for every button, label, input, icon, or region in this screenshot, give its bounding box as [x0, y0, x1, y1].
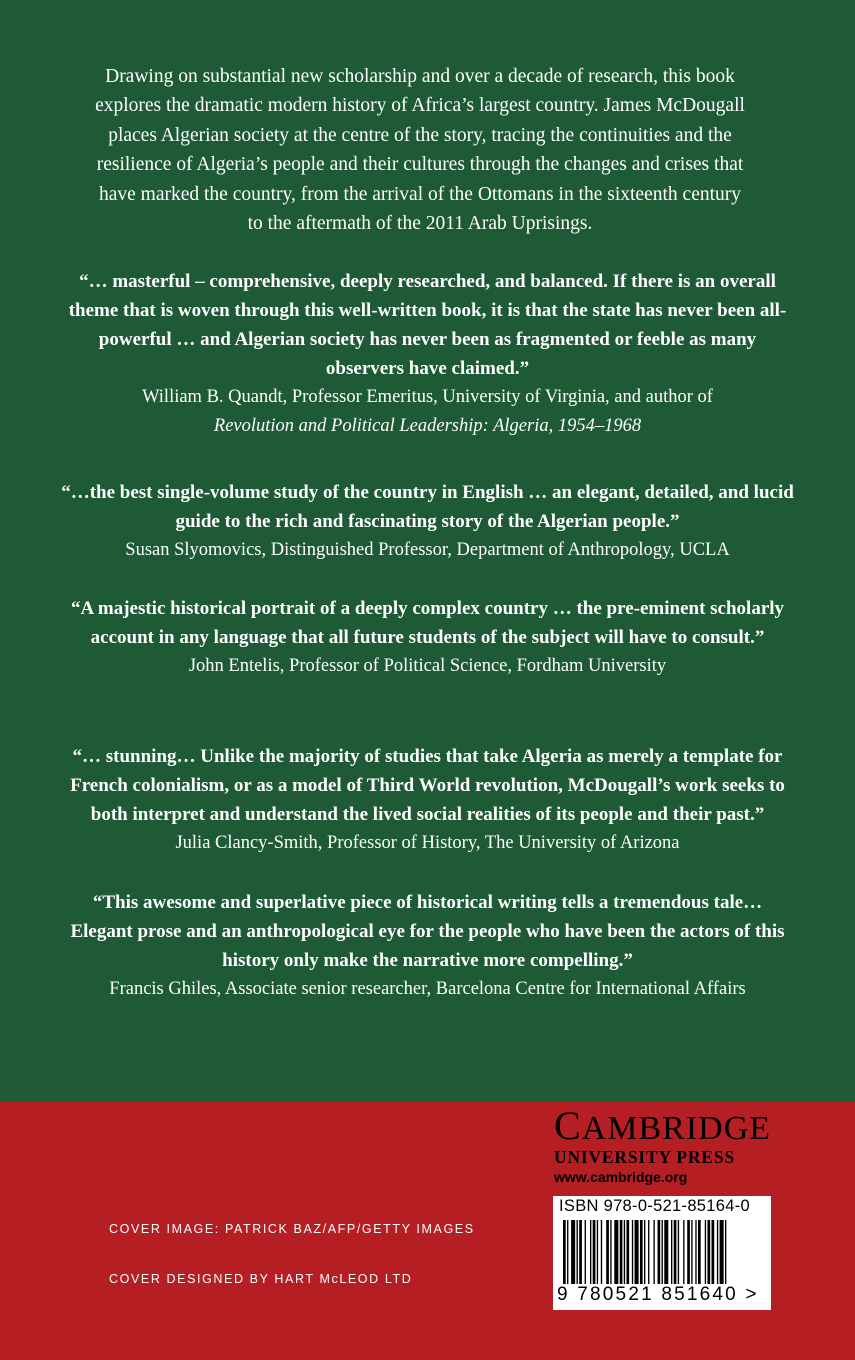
barcode-bar — [585, 1220, 586, 1284]
quote-text: “… masterful – comprehensive, deeply researched, and balanced. If there is an overall theme that is woven through this well-written book, it is that the state has never been all-powerful … and Algerian society has never been as fragmented or feeble as many observers have claimed.” — [68, 271, 787, 379]
quote-attribution: Susan Slyomovics, Distinguished Professor, Department of Anthropology, UCLA — [125, 540, 730, 560]
book-blurb: Drawing on substantial new scholarship and over a decade of research, this book explores the dramatic modern history of Africa’s largest country. James McDougall places Algerian society at the centre of the story, tracing the continuities and the resilience of Algeria’s people and their cultures through the changes and crises that have marked the country, from the arrival of the Ottomans in the sixteenth century to the aftermath of the 2011 Arab Uprisings. — [95, 66, 745, 235]
barcode-bar — [614, 1220, 618, 1284]
barcode-bar — [610, 1220, 611, 1284]
quote-book-title: Revolution and Political Leadership: Algeria, 1954–1968 — [213, 416, 642, 436]
quote-text: “…the best single-volume study of the country in English … an elegant, detailed, and lucid guide to the rich and fascinating story of the Algerian people.” — [61, 482, 794, 532]
barcode-bar — [632, 1220, 633, 1284]
quote-attribution: William B. Quandt, Professor Emeritus, University of Virginia, and author of — [142, 387, 713, 407]
barcode-bar — [590, 1220, 591, 1284]
barcode-bar — [579, 1220, 582, 1284]
isbn-label: ISBN 978-0-521-85164-0 — [559, 1197, 750, 1215]
barcode-bar — [725, 1220, 726, 1284]
barcode-bar — [567, 1220, 568, 1284]
barcode-bar — [658, 1220, 661, 1284]
quote-attribution: John Entelis, Professor of Political Science, Fordham University — [188, 656, 667, 676]
cover-image-credit: COVER IMAGE: PATRICK BAZ/AFP/GETTY IMAGES — [109, 1222, 475, 1236]
barcode-bar — [707, 1220, 710, 1284]
barcode-bar — [626, 1220, 629, 1284]
barcode-bar — [563, 1220, 566, 1284]
barcode-bar — [653, 1220, 654, 1284]
barcode-bar — [695, 1220, 696, 1284]
barcode-bar — [597, 1220, 598, 1284]
barcode-bar — [635, 1220, 639, 1284]
quote-text: “A majestic historical portrait of a deeply complex country … the pre-eminent scholarly account in any language that all future students of the subject will have to consult.” — [70, 598, 785, 648]
review-quote-ghiles — [60, 888, 795, 1004]
barcode-bar — [593, 1220, 596, 1284]
barcode-bar — [705, 1220, 706, 1284]
barcode-bar — [662, 1220, 663, 1284]
quote-attribution: Julia Clancy-Smith, Professor of History, The University of Arizona — [175, 833, 680, 853]
barcode-bar — [648, 1220, 649, 1284]
barcode-bar — [698, 1220, 701, 1284]
barcode-bar — [606, 1220, 609, 1284]
barcode-bar — [640, 1220, 643, 1284]
barcode-digits: 9 780521 851640 > — [557, 1284, 759, 1305]
barcode-bar — [687, 1220, 690, 1284]
publisher-url: www.cambridge.org — [554, 1169, 688, 1185]
cover-design-credit: COVER DESIGNED BY HART McLEOD LTD — [109, 1272, 413, 1286]
publisher-name: CAMBRIDGE — [554, 1103, 772, 1148]
barcode-bar — [683, 1220, 684, 1284]
barcode-bar — [717, 1220, 718, 1284]
publisher-logo — [554, 1103, 784, 1187]
review-quote-slyomovics — [60, 478, 795, 565]
quote-text: “… stunning… Unlike the majority of studies that take Algeria as merely a template for French colonialism, or as a model of Third World revolution, McDougall’s work seeks to both interpret and understand the lived social realities of its people and their past.” — [70, 746, 785, 825]
publisher-subtitle: UNIVERSITY PRESS — [554, 1147, 735, 1167]
review-quote-entelis — [60, 594, 795, 681]
review-quote-quandt — [60, 267, 795, 441]
barcode-bar — [571, 1220, 575, 1284]
barcode-bar — [678, 1220, 679, 1284]
barcode-bar — [624, 1220, 625, 1284]
review-quote-clancy-smith — [60, 742, 795, 858]
barcode-bar — [691, 1220, 692, 1284]
barcode-bar — [644, 1220, 645, 1284]
barcode-bar — [720, 1220, 724, 1284]
isbn-barcode — [553, 1196, 771, 1310]
barcode-bar — [577, 1220, 578, 1284]
barcode-bar — [674, 1220, 677, 1284]
barcode-bar — [664, 1220, 668, 1284]
quote-attribution: Francis Ghiles, Associate senior researcher, Barcelona Centre for International Affairs — [109, 979, 746, 999]
barcode-bar — [671, 1220, 672, 1284]
barcode-bar — [620, 1220, 623, 1284]
quote-text: “This awesome and superlative piece of historical writing tells a tremendous tale… Elegant prose and an anthropological eye for the people who have been the actors of this history only make the narrative more compelling.” — [70, 892, 785, 971]
barcode-bar — [601, 1220, 602, 1284]
barcode-bar — [712, 1220, 715, 1284]
